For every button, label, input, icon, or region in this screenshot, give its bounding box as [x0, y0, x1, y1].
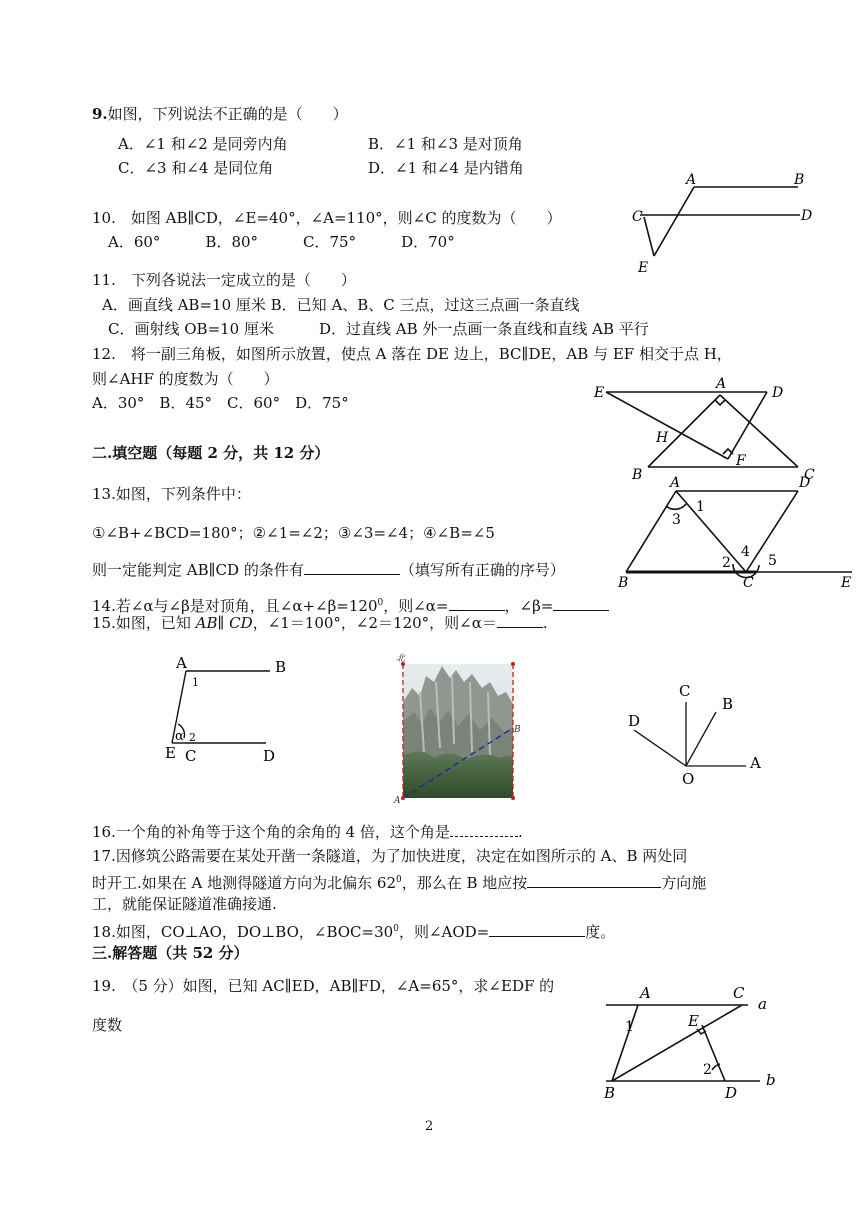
q9-option-a: A．∠1 和∠2 是同旁内角: [118, 135, 288, 153]
q18-answer-blank[interactable]: [489, 922, 585, 937]
q18-mid: ，则∠AOD=: [398, 923, 490, 941]
fig17-label-a: A: [394, 796, 401, 806]
q16-end: .: [517, 823, 523, 841]
q13-stem: 13.如图，下列条件中：: [92, 485, 251, 503]
fig12-label-c: C: [804, 467, 815, 483]
q17-degree: 0: [396, 875, 402, 885]
fig13-label-c: C: [743, 575, 754, 591]
fig13-label-a: A: [670, 475, 681, 491]
q13-ask-pre: 则一定能判定 AB∥CD 的条件有: [92, 561, 304, 579]
q18-post: 度。: [585, 923, 616, 941]
q14-alpha-blank[interactable]: [449, 596, 505, 611]
fig18-label-a: A: [750, 754, 761, 772]
q17-line-1: 17.因修筑公路需要在某处开凿一条隧道，为了加快进度，决定在如图所示的 A、B 两处同: [92, 847, 688, 865]
q14-mid: ，则∠α=: [383, 597, 449, 615]
fig15-label-d: D: [263, 747, 276, 765]
q11-options-1: A．画直线 AB=10 厘米 B．已知 A、B、C 三点，过这三点画一条直线: [102, 296, 580, 314]
q13-answer-blank[interactable]: [304, 560, 400, 575]
fig15-label-c: C: [185, 747, 197, 765]
fig13-angle-2: 2: [722, 555, 731, 571]
figure-q10: [628, 166, 828, 278]
fig15-angle-2: 2: [189, 731, 196, 744]
fig18-label-c: C: [679, 682, 691, 700]
q15-end: .: [542, 614, 548, 632]
q16-line: [92, 822, 523, 842]
fig15-label-b: B: [275, 658, 287, 676]
q10-stem: 10. 如图 AB∥CD，∠E=40°，∠A=110°，则∠C 的度数为（ ）: [92, 209, 562, 227]
fig19-label-a: A: [640, 984, 651, 1002]
q9-number: 9.: [92, 105, 108, 123]
fig19-label-d: D: [725, 1084, 738, 1102]
fig15-label-a: A: [176, 654, 187, 672]
q17-line-2: [92, 870, 706, 893]
fig18-label-o: O: [682, 770, 695, 788]
fig10-label-d: D: [801, 208, 813, 224]
q16-pre: 16.一个角的补角等于这个角的余角的 4 倍，这个角是: [92, 823, 450, 841]
fig13-angle-1: 1: [696, 499, 705, 515]
q18-degree: 0: [393, 924, 399, 934]
q9-option-b: B．∠1 和∠3 是对顶角: [368, 135, 523, 153]
fig18-label-b: B: [722, 695, 734, 713]
q10-options: A．60° B．80° C．75° D．70°: [108, 233, 455, 251]
q12-stem-1: 12. 将一副三角板，如图所示放置，使点 A 落在 DE 边上，BC∥DE，AB 与 EF 相交于点 H，: [92, 345, 732, 363]
fig12-label-a: A: [716, 376, 727, 392]
figure-q18: [620, 680, 770, 788]
fig13-angle-3: 3: [672, 512, 681, 528]
q15-line: [92, 613, 548, 633]
q15-answer-blank[interactable]: [497, 613, 543, 628]
fig10-label-a: A: [686, 172, 697, 188]
q14-degree: 0: [377, 598, 384, 608]
section-2-title: 二.填空题（每题 2 分，共 12 分）: [92, 444, 330, 462]
q17-line2-pre: 时开工.如果在 A 地测得隧道方向为北偏东 62: [92, 874, 396, 892]
q12-stem-2: 则∠AHF 的度数为（ ）: [92, 370, 279, 388]
page-number: 2: [425, 1119, 434, 1134]
q18-line: [92, 919, 615, 942]
fig12-label-b: B: [632, 467, 643, 483]
q17-line-3: 工，就能保证隧道准确接通.: [92, 895, 277, 913]
q12-options: A．30° B．45° C．60° D．75°: [92, 394, 349, 412]
fig12-label-h: H: [656, 430, 669, 446]
fig13-angle-4: 4: [741, 544, 750, 560]
figure-q17-photo: [390, 652, 525, 807]
q14-pre: 14.若∠α与∠β是对顶角，且∠α+∠β=120: [92, 597, 378, 615]
fig12-label-e: E: [594, 385, 605, 401]
q18-pre: 18.如图，CO⊥AO，DO⊥BO，∠BOC=30: [92, 923, 394, 941]
fig10-label-e: E: [638, 260, 649, 276]
fig19-label-c: C: [733, 984, 745, 1002]
figure-q15: [162, 654, 302, 766]
fig12-label-f: F: [736, 453, 746, 469]
fig17-north-label: 北: [396, 654, 406, 664]
fig13-label-d: D: [799, 475, 811, 491]
fig15-alpha: α: [175, 729, 184, 744]
q16-answer-blank[interactable]: [450, 822, 518, 837]
fig17-label-b: B: [514, 725, 521, 735]
section-3-title: 三.解答题（共 52 分）: [92, 944, 249, 962]
fig18-label-d: D: [628, 712, 641, 730]
q14-mid2: ，∠β=: [504, 597, 554, 615]
figure-q12: [590, 375, 830, 483]
q11-options-2: C．画射线 OB=10 厘米 D．过直线 AB 外一点画一条直线和直线 AB 平行: [108, 320, 649, 338]
q9-stem: [92, 104, 348, 124]
fig19-label-e: E: [688, 1012, 699, 1030]
fig12-label-d: D: [772, 385, 784, 401]
q17-line2-mid: ，那么在 B 地应按: [401, 874, 528, 892]
q14-beta-blank[interactable]: [553, 596, 609, 611]
fig13-label-e: E: [841, 575, 852, 591]
fig19-angle-1: 1: [625, 1019, 634, 1035]
figure-q13: [612, 474, 857, 590]
q15-italic: AB∥ CD: [190, 614, 253, 632]
q19-line-2: 度数: [92, 1016, 123, 1034]
q9-option-d: D．∠1 和∠4 是内错角: [368, 159, 524, 177]
q13-ask-post: （填写所有正确的序号）: [399, 561, 565, 579]
fig19-angle-2: 2: [703, 1062, 712, 1078]
fig10-label-c: C: [632, 209, 643, 225]
fig15-label-e: E: [165, 744, 176, 762]
q11-stem: 11. 下列各说法一定成立的是（ ）: [92, 271, 356, 289]
q9-option-c: C．∠3 和∠4 是同位角: [118, 159, 274, 177]
q17-line2-post: 方向施: [661, 874, 707, 892]
q19-line-1: 19. （5 分）如图，已知 AC∥ED，AB∥FD，∠A=65°，求∠EDF 的: [92, 977, 555, 995]
fig15-angle-1: 1: [192, 676, 199, 689]
q13-conditions: ①∠B+∠BCD=180°；②∠1=∠2；③∠3=∠4；④∠B=∠5: [92, 524, 495, 542]
fig13-label-b: B: [618, 575, 629, 591]
q17-answer-blank[interactable]: [527, 873, 661, 888]
q9-text: 如图，下列说法不正确的是（ ）: [107, 105, 348, 123]
fig10-label-b: B: [794, 172, 805, 188]
q15-pre: 15.如图，已知: [92, 614, 191, 632]
q13-question: [92, 560, 565, 580]
q15-post: ，∠1＝100°，∠2＝120°，则∠α＝: [252, 614, 497, 632]
fig19-label-line-a: a: [758, 995, 767, 1013]
fig19-label-b: B: [604, 1084, 616, 1102]
figure-q19: [598, 976, 788, 1104]
fig19-label-line-b: b: [766, 1071, 776, 1089]
fig13-angle-5: 5: [768, 553, 777, 569]
